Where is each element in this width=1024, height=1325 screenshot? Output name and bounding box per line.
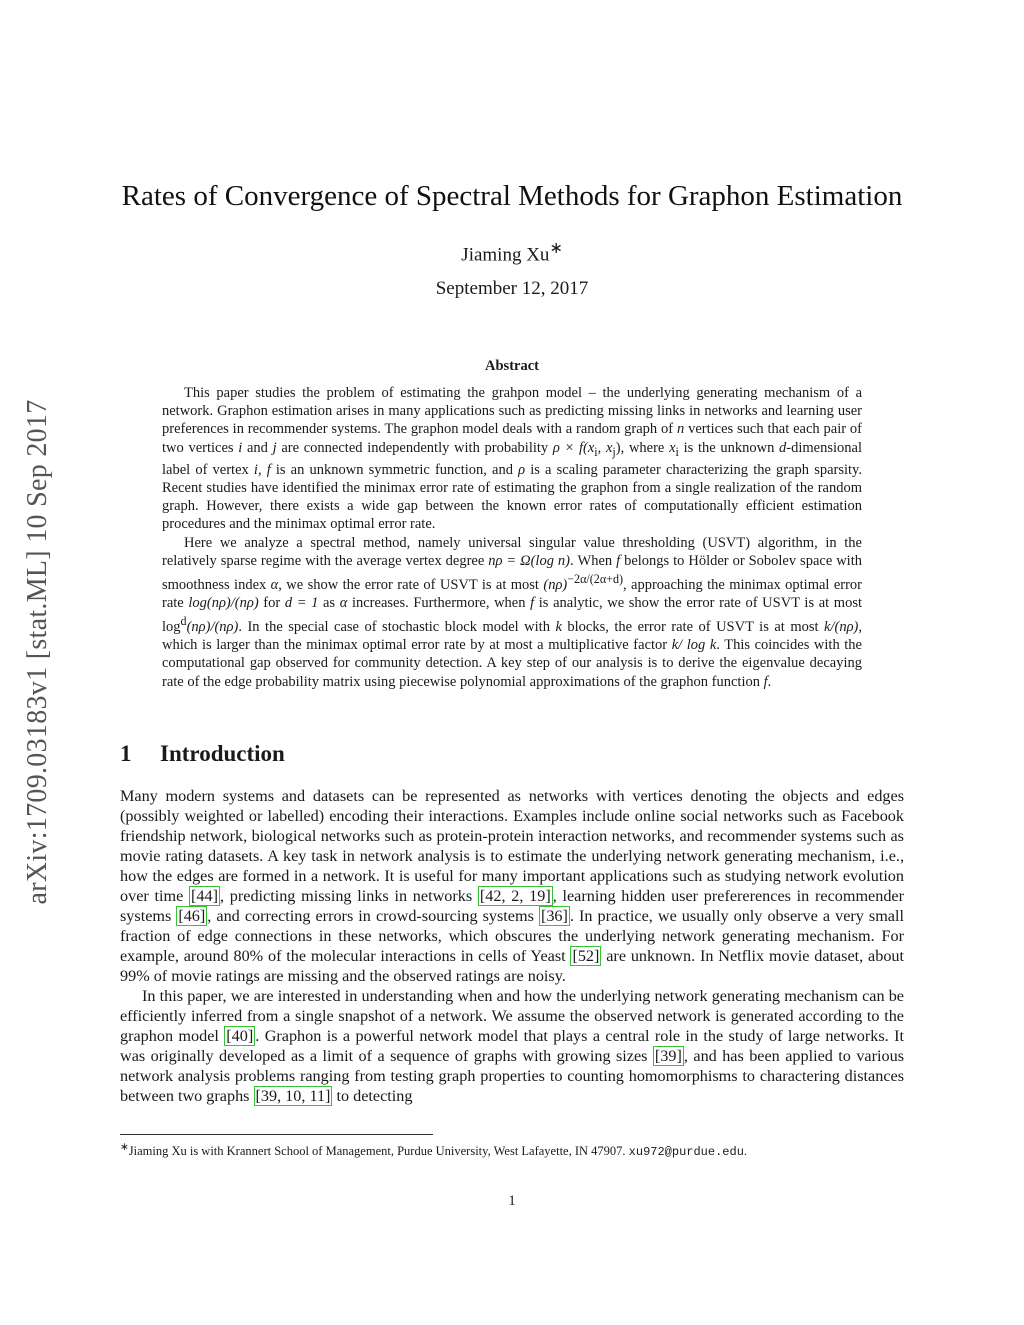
page-number: 1 <box>508 1193 516 1209</box>
intro-paragraph-2: In this paper, we are interested in understanding when and how the underlying network generating mechanism can be efficiently inferred from a single snapshot of a network. We assume the observed network is generated according to the graphon model [40] . Graphon is a powerful network model that plays a central role in the study of large networks. It was originally developed as a limit of a sequence of graphs with growing sizes [39] , and has been applied to various network analysis problems ranging from testing graph properties to counting homomorphisms to charactering distances between two graphs [39, 10, 11] to detecting <box>120 987 904 1105</box>
section-number: 1 <box>120 741 132 766</box>
author-footnote-mark[interactable]: ∗ <box>549 240 563 257</box>
citation-link[interactable]: [44] <box>191 887 218 905</box>
citation-link[interactable]: [52] <box>572 947 600 965</box>
paper-title: Rates of Convergence of Spectral Methods for Graphon Estimation <box>121 180 903 212</box>
citation-link[interactable]: [46] <box>178 907 206 925</box>
citation-link[interactable]: [39] <box>654 1047 682 1065</box>
introduction-body <box>120 786 904 1106</box>
paper-date: September 12, 2017 <box>435 278 589 299</box>
author-line <box>0 238 1024 266</box>
citation-link[interactable]: [40] <box>226 1027 254 1045</box>
abstract-paragraph-1: This paper studies the problem of estimating the grahpon model – the underlying generating mechanism of a network. Graphon estimation arises in many applications such as predicting missing links in networks and learning user preferences in recommender systems. The graphon model deals with a random graph of n vertices such that each pair of two vertices i and j are connected independently with probability $\rho \times f(x_i$, $x_j$), where $x_i$ is the unknown d-dimensional label of vertex i, f is an unknown symmetric function, and ρ is a scaling parameter characterizing the graph sparsity. Recent studies have identified the minimax error rate of estimating the graphon from a single realization of the random graph. However, there exists a wide gap between the known error rates of computationally efficient estimation procedures and the minimax optimal error rate. <box>162 385 862 533</box>
arxiv-identifier: arXiv:1709.03183v1 [stat.ML] 10 Sep 2017 <box>22 399 53 905</box>
abstract-body <box>162 384 862 691</box>
author-name: Jiaming Xu <box>461 244 550 266</box>
author-email[interactable]: xu972@purdue.edu <box>628 1145 744 1160</box>
intro-paragraph-1: Many modern systems and datasets can be represented as networks with vertices denoting the objects and edges (possibly weighted or labelled) encoding their interactions. Examples include online social networks such as Facebook friendship network, biological networks such as protein-protein interaction networks, and recommender systems such as movie rating datasets. A key task in network analysis is to estimate the underlying network generating mechanism, i.e., how the edges are formed in a network. It is useful for many important applications such as studying network evolution over time [44] , predicting missing links in networks [42, 2, 19] , learning hidden user prefererences in recommender systems [46] , and correcting errors in crowd-sourcing systems [36] . In practice, we usually only observe a very small fraction of edge connections in these networks, which obscures the underlying network generating mechanism. For example, around 80% of the molecular interactions in cells of Yeast [52] are unknown. In Netflix movie dataset, about 99% of movie ratings are missing and the observed ratings are noisy. <box>120 787 905 985</box>
citation-link[interactable]: [36] <box>540 907 568 925</box>
section-heading <box>120 741 285 767</box>
section-title: Introduction <box>160 741 285 766</box>
abstract-paragraph-2: Here we analyze a spectral method, namely universal singular value thresholding (USVT) algorithm, in the relatively sparse regime with the average vertex degree nρ = Ω(log n). When f belongs to Hölder or Sobolev space with smoothness index α, we show the error rate of USVT is at most $(n\rho)^{-2\alpha/(2\alpha+d)}$, approaching the minimax optimal error rate log(nρ)/(nρ) for d = 1 as α increases. Furthermore, when f is analytic, we show the error rate of USVT is at most $\log^d(n\rho)/(n\rho)$. In the special case of stochastic block model with k blocks, the error rate of USVT is at most k/(nρ), which is larger than the minimax optimal error rate by at most a multiplicative factor k/ log k. This coincides with the computational gap observed for community detection. A key step of our analysis is to derive the eigenvalue decaying rate of the edge probability matrix using piecewise polynomial approximations of the graphon function f. <box>162 534 863 690</box>
citation-link[interactable]: [42, 2, 19] <box>479 887 551 905</box>
citation-link[interactable]: [39, 10, 11] <box>255 1087 331 1105</box>
arxiv-sidebar <box>8 347 68 957</box>
footnote-rule <box>120 1134 433 1135</box>
abstract-heading: Abstract <box>485 358 539 374</box>
footnote-mark: ∗ <box>120 1142 129 1153</box>
footnote-text: Jiaming Xu is with Krannert School of Management, Purdue University, West Lafayette, IN 47907. <box>128 1144 629 1159</box>
footnote: ∗Jiaming Xu is with Krannert School of Management, Purdue University, West Lafayette, IN 47907. xu972@purdue.edu. <box>120 1142 748 1160</box>
